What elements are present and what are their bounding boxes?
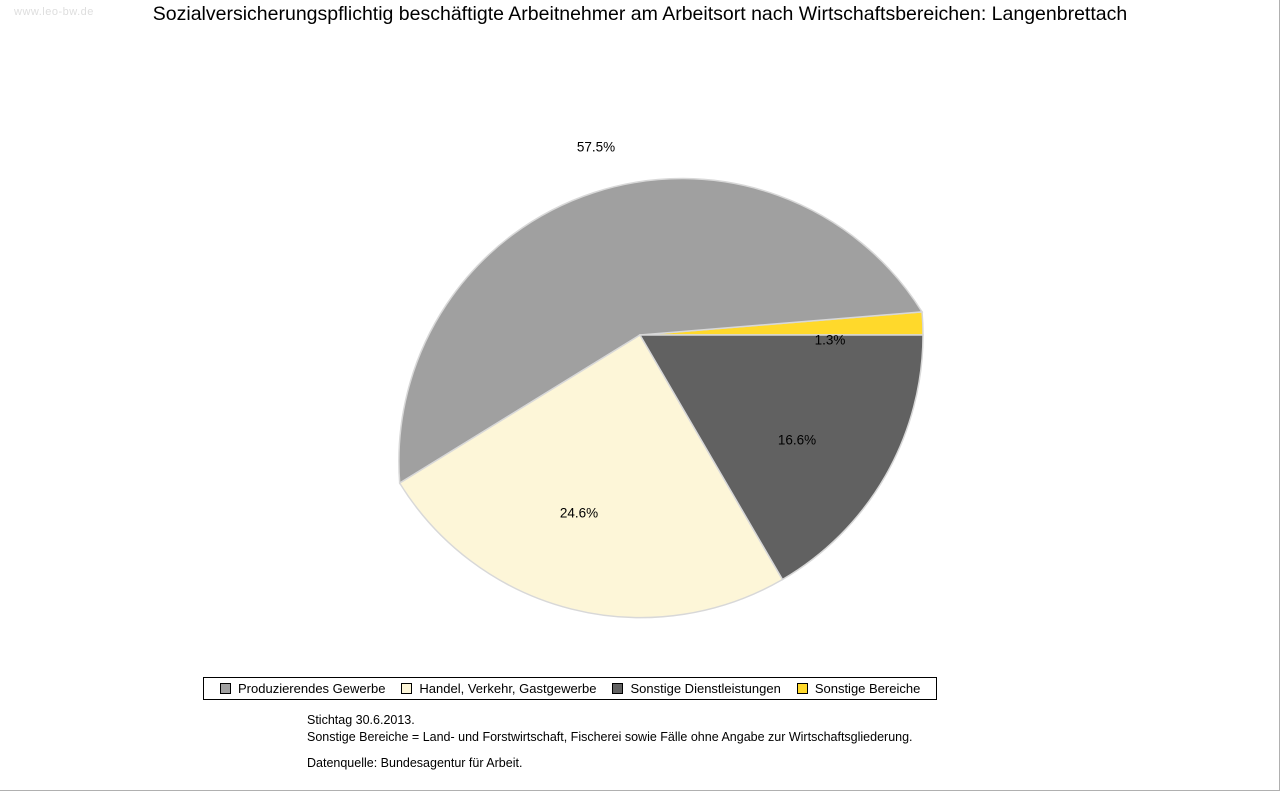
- footnote-spacer: [307, 746, 913, 755]
- legend-label: Produzierendes Gewerbe: [238, 681, 386, 696]
- legend-item-handel-verkehr-gastgewerbe: [401, 681, 596, 696]
- pie-chart: [0, 40, 1280, 640]
- legend-swatch-icon: [220, 683, 231, 694]
- slice-label-sonstige-dienstleistungen: 16.6%: [777, 432, 817, 448]
- footnote-definition: Sonstige Bereiche = Land- und Forstwirtschaft, Fischerei sowie Fälle ohne Angabe zur Wirtschaftsgliederung.: [307, 730, 913, 744]
- watermark-text: www.leo-bw.de: [14, 6, 94, 18]
- legend-label: Handel, Verkehr, Gastgewerbe: [419, 681, 597, 696]
- legend-swatch-icon: [401, 683, 412, 694]
- legend-item-sonstige-dienstleistungen: [612, 681, 780, 696]
- footnote-stichtag: Stichtag 30.6.2013.: [307, 713, 415, 727]
- footnote-source: Datenquelle: Bundesagentur für Arbeit.: [307, 756, 523, 770]
- slice-label-sonstige-bereiche: 1.3%: [814, 332, 846, 348]
- page-title: Sozialversicherungspflichtig beschäftigte Arbeitnehmer am Arbeitsort nach Wirtschaftsbereichen: Langenbrettach: [152, 3, 1128, 25]
- legend-item-produzierendes-gewerbe: [220, 681, 385, 696]
- legend-label: Sonstige Bereiche: [814, 681, 921, 696]
- legend-swatch-icon: [612, 683, 623, 694]
- legend-swatch-icon: [797, 683, 808, 694]
- legend-label: Sonstige Dienstleistungen: [630, 681, 781, 696]
- slice-label-produzierendes-gewerbe: 57.5%: [576, 139, 616, 155]
- slice-label-handel-verkehr-gastgewerbe: 24.6%: [559, 505, 599, 521]
- chart-legend: [203, 677, 937, 700]
- legend-item-sonstige-bereiche: [797, 681, 921, 696]
- footnotes: [307, 712, 913, 772]
- pie-chart-svg: [0, 40, 1280, 640]
